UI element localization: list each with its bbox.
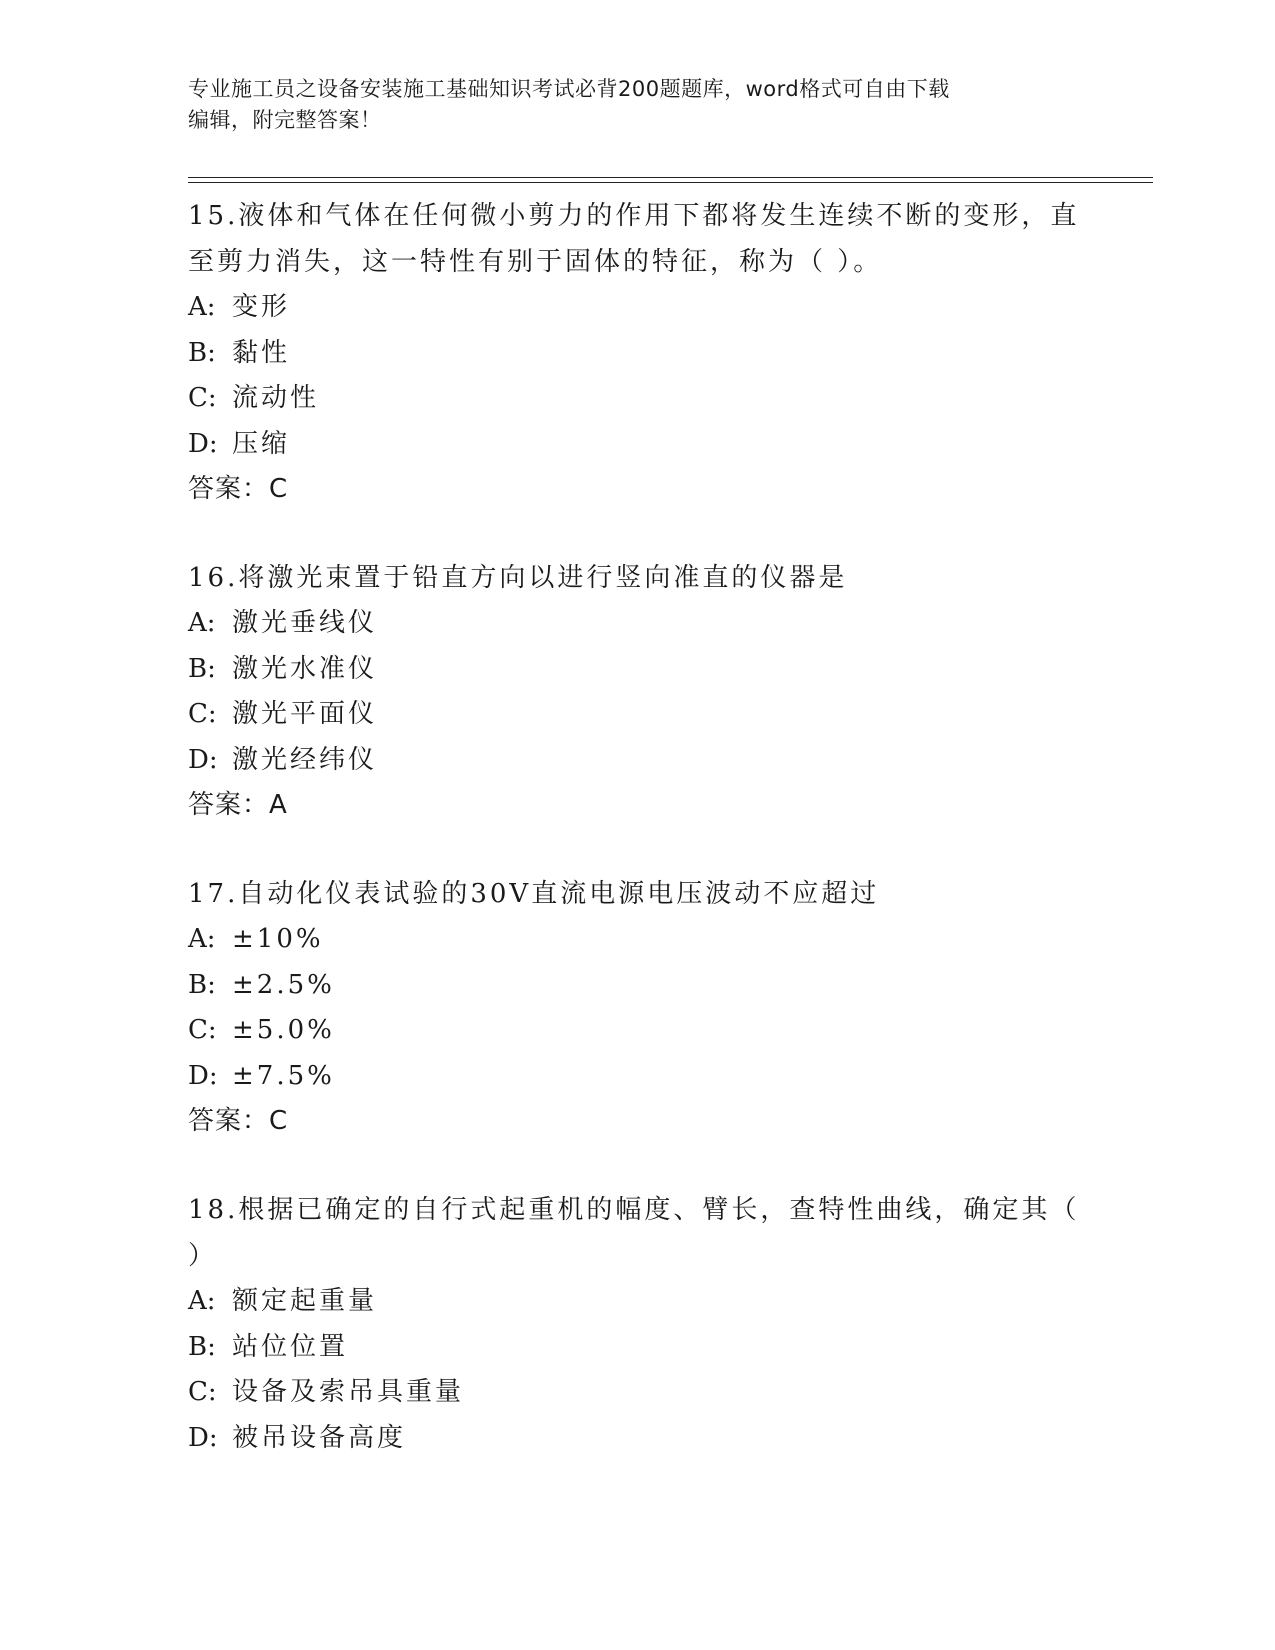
option-d <box>188 738 1088 784</box>
option-letter: C: <box>188 383 217 413</box>
question-stem-line1: 18.根据已确定的自行式起重机的幅度、臂长，查特性曲线，确定其（ <box>188 1195 1080 1225</box>
option-text: 变形 <box>232 292 291 322</box>
option-letter: C: <box>188 699 217 729</box>
header-title-line2: 编辑，附完整答案！ <box>188 108 382 132</box>
option-text: 被吊设备高度 <box>232 1422 407 1453</box>
question-15 <box>188 193 1088 511</box>
option-d <box>188 1416 1088 1462</box>
option-letter: D: <box>188 428 218 459</box>
question-stem-line2: ） <box>188 1241 218 1271</box>
option-letter: C: <box>188 1015 217 1045</box>
option-letter: B: <box>188 1331 216 1362</box>
option-text: 激光平面仪 <box>232 699 378 729</box>
option-letter: B: <box>188 969 216 1000</box>
option-a <box>188 285 1088 331</box>
question-stem <box>188 555 1088 601</box>
option-letter: D: <box>188 1060 218 1091</box>
option-letter: A: <box>188 608 216 638</box>
answer-label: 答案：A <box>188 790 288 820</box>
option-c <box>188 376 1088 422</box>
question-stem-line1: 16.将激光束置于铅直方向以进行竖向准直的仪器是 <box>188 563 848 593</box>
option-a <box>188 601 1088 647</box>
option-b <box>188 331 1088 377</box>
option-c <box>188 1008 1088 1054</box>
option-b <box>188 647 1088 693</box>
question-stem <box>188 1187 1088 1279</box>
option-text: 黏性 <box>232 337 291 368</box>
option-text: 压缩 <box>232 428 291 459</box>
option-text: 激光经纬仪 <box>232 744 378 775</box>
option-d <box>188 1054 1088 1100</box>
header-title-line1: 专业施工员之设备安装施工基础知识考试必背200题题库，word格式可自由下载 <box>188 77 950 101</box>
question-stem <box>188 871 1088 917</box>
option-c <box>188 1370 1088 1416</box>
document-header <box>188 74 1068 136</box>
option-text: ±10% <box>232 924 324 954</box>
option-c <box>188 692 1088 738</box>
question-stem-line1: 15.液体和气体在任何微小剪力的作用下都将发生连续不断的变形，直 <box>188 201 1080 231</box>
option-letter: D: <box>188 744 218 775</box>
option-text: 额定起重量 <box>232 1286 378 1316</box>
option-text: 流动性 <box>232 383 320 413</box>
option-letter: A: <box>188 292 216 322</box>
header-divider-bottom <box>188 182 1153 183</box>
question-17 <box>188 871 1088 1143</box>
option-text: 站位位置 <box>232 1331 349 1362</box>
option-a <box>188 1279 1088 1325</box>
question-18 <box>188 1187 1088 1461</box>
header-divider-top <box>188 177 1153 178</box>
option-text: 激光水准仪 <box>232 653 378 684</box>
answer-label: 答案：C <box>188 1106 289 1136</box>
question-stem <box>188 193 1088 285</box>
option-letter: B: <box>188 653 216 684</box>
option-letter: B: <box>188 337 216 368</box>
question-spacer <box>188 511 1088 555</box>
question-list <box>188 193 1088 1461</box>
option-a <box>188 917 1088 963</box>
option-b <box>188 1325 1088 1371</box>
question-spacer <box>188 1143 1088 1187</box>
option-text: 激光垂线仪 <box>232 608 378 638</box>
option-letter: C: <box>188 1377 217 1407</box>
option-text: ±7.5% <box>232 1060 335 1091</box>
option-letter: A: <box>188 1286 216 1316</box>
option-d <box>188 422 1088 468</box>
question-stem-line1: 17.自动化仪表试验的30V直流电源电压波动不应超过 <box>188 879 880 909</box>
option-text: ±5.0% <box>232 1015 335 1045</box>
option-b <box>188 963 1088 1009</box>
question-spacer <box>188 827 1088 871</box>
question-16 <box>188 555 1088 827</box>
question-stem-line2: 至剪力消失，这一特性有别于固体的特征，称为（ ）。 <box>188 247 883 277</box>
option-letter: D: <box>188 1422 218 1453</box>
answer-label: 答案：C <box>188 474 289 504</box>
option-letter: A: <box>188 924 216 954</box>
option-text: ±2.5% <box>232 969 335 1000</box>
option-text: 设备及索吊具重量 <box>232 1377 465 1407</box>
